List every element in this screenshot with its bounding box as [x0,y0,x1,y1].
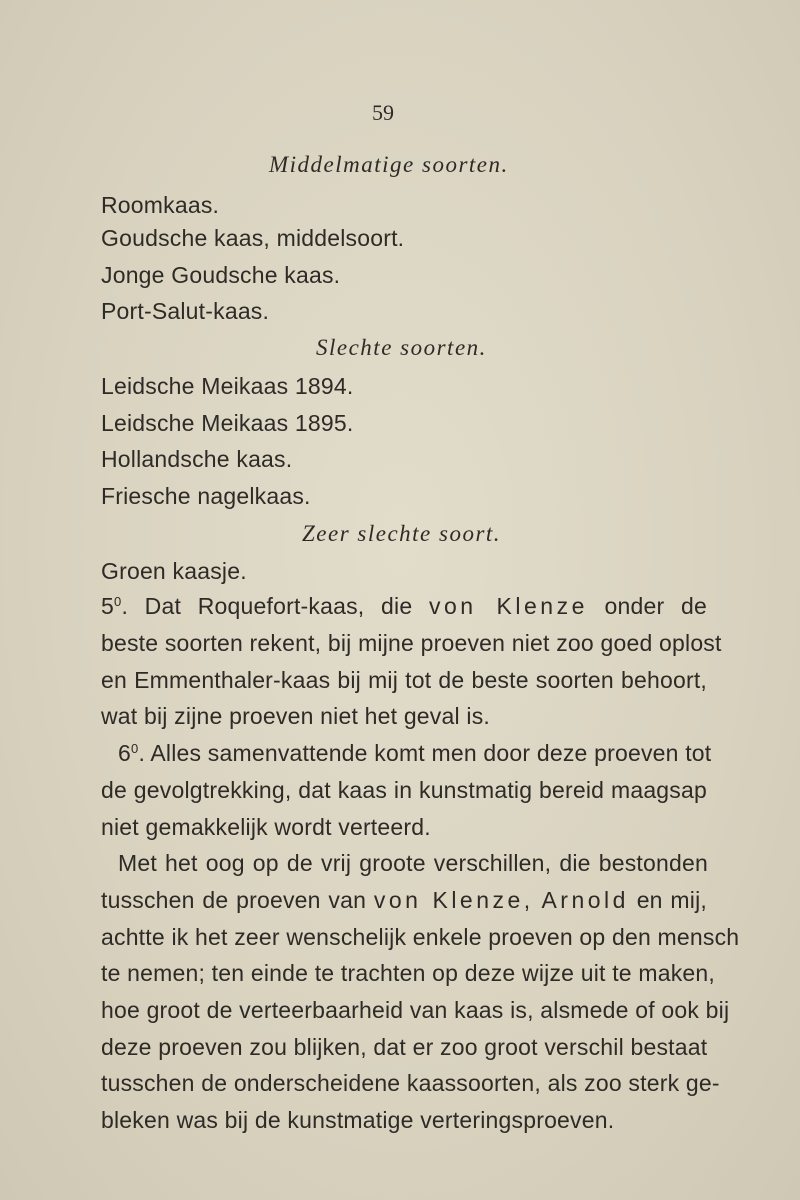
heading-very-bad: Zeer slechte soort. [302,521,502,546]
paragraph-5-line-4: wat bij zijne proeven niet het geval is. [101,703,490,729]
paragraph-number: 6 [118,740,131,766]
list-item: Jonge Goudsche kaas. [101,262,341,288]
list-item: Goudsche kaas, middelsoort. [101,225,405,251]
list-item: Roomkaas. [101,192,220,218]
paragraph-7-line-8: bleken was bij de kunstmatige verteringsproeven. [101,1107,615,1133]
text-span: . Dat Roquefort-kaas, die [121,593,413,619]
paragraph-7-line-4: te nemen; ten einde te trachten op deze wijze uit te maken, [101,960,715,986]
heading-bad: Slechte soorten. [316,335,487,360]
list-item: Leidsche Meikaas 1895. [101,410,354,436]
paragraph-5-line-3: en Emmenthaler-kaas bij mij tot de beste soorten behoort, [101,667,707,693]
paragraph-5-line-2: beste soorten rekent, bij mijne proeven niet zoo goed oplost [101,630,722,656]
paragraph-7-line-5: hoe groot de verteerbaarheid van kaas is, alsmede of ook bij [101,997,730,1023]
paragraph-6-line-2: de gevolgtrekking, dat kaas in kunstmatig bereid maagsap [101,777,707,803]
degree-mark: 0 [114,594,122,609]
text-span: tusschen de proeven van [101,887,367,913]
text-span: onder de [604,593,708,619]
paragraph-7-line-2 [101,887,707,914]
paragraph-7-line-6: deze proeven zou blijken, dat er zoo groot verschil bestaat [101,1034,708,1060]
list-item: Port-Salut-kaas. [101,298,270,324]
text-span: . Alles samenvattende komt men door deze proeven tot [138,740,712,766]
paragraph-7-line-7: tusschen de onderscheidene kaassoorten, als zoo sterk ge- [101,1070,720,1096]
paragraph-6-line-1 [118,740,712,767]
degree-mark: 0 [131,741,139,756]
list-item: Hollandsche kaas. [101,446,293,472]
paragraph-7-line-3: achtte ik het zeer wenschelijk enkele proeven op den mensch [101,924,740,950]
list-item: Friesche nagelkaas. [101,483,311,509]
paragraph-number: 5 [101,593,114,619]
author-name: Arnold [541,887,629,913]
paragraph-7-line-1: Met het oog op de vrij groote verschillen, die bestonden [118,850,708,876]
text-span: en mij, [636,887,707,913]
paragraph-5-line-1 [101,593,707,620]
author-name: von Klenze [429,593,588,619]
list-item: Groen kaasje. [101,558,247,584]
page-number: 59 [372,100,394,125]
paragraph-6-line-3: niet gemakkelijk wordt verteerd. [101,814,431,840]
author-name: von Klenze, [373,887,534,913]
list-item: Leidsche Meikaas 1894. [101,373,354,399]
heading-medium: Middelmatige soorten. [269,152,509,177]
